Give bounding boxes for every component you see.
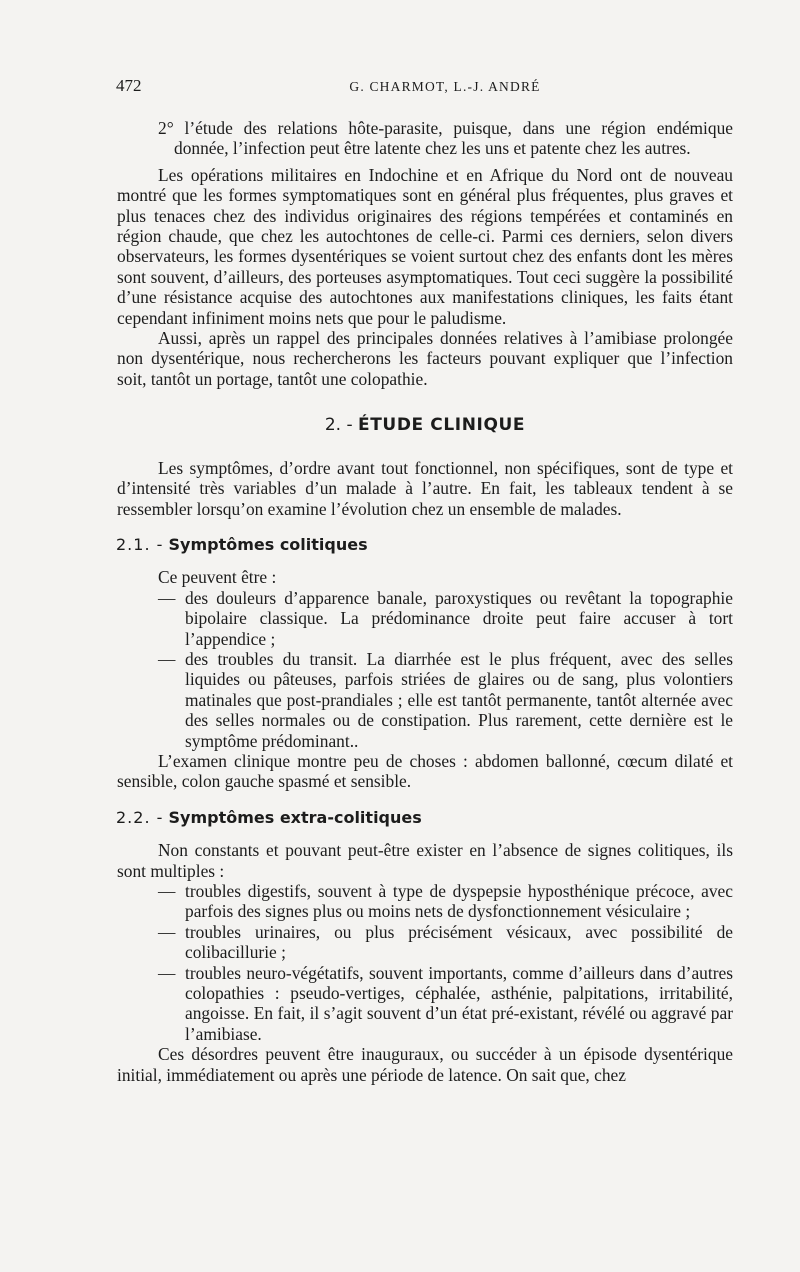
- list-item: [117, 649, 733, 751]
- list-lead: Ce peuvent être :: [158, 567, 277, 588]
- list-item: [117, 922, 733, 963]
- subsection-heading-colitiques: [116, 535, 733, 555]
- subsection-number: 2.2. -: [116, 807, 164, 827]
- list-item-text: des troubles du transit. La diarrhée est le plus fréquent, avec des selles liquides ou pâteuses, parfois striées de glaires ou de sang, plus volontiers matinales que post-prandiales ; elle est tantôt permanente, tantôt alternée avec des selles normales ou de constipation. Plus rarement, cette dernière est le symptôme prédominant..: [185, 648, 733, 751]
- dash-marker: —: [158, 962, 176, 983]
- dash-marker: —: [158, 921, 176, 942]
- list-item-text: troubles neuro-végétatifs, souvent importants, comme d’ailleurs dans d’autres colopathies : pseudo-vertiges, céphalée, asthénie, palpitations, irritabilité, angoisse. En fait, il s’agit souvent d’un état pré-existant, révélé ou aggravé par l’amibiase.: [185, 962, 733, 1044]
- subsection-heading-extra-colitiques: [116, 808, 733, 828]
- list-item: [117, 588, 733, 649]
- subsection-number: 2.1. -: [116, 534, 164, 554]
- running-head: G. CHARMOT, L.-J. ANDRÉ: [349, 79, 541, 94]
- list-item-text: des douleurs d’apparence banale, paroxystiques ou revêtant la topographie bipolaire classique. La prédominance droite peut faire accuser à tort l’appendice ;: [185, 587, 733, 649]
- paragraph-operations: Les opérations militaires en Indochine et en Afrique du Nord ont de nouveau montré que les formes symptomatiques sont en général plus fréquentes, plus graves et plus tenaces chez des individus originaires des régions tempérées et contaminés en région chaude, que chez les autochtones de celle-ci. Parmi ces derniers, selon divers observateurs, les formes dysentériques se voient surtout chez des enfants dont les mères sont souvent, d’ailleurs, des porteuses asymptomatiques. Tout ceci suggère la possibilité d’une résistance acquise des autochtones aux manifestations cliniques, les faits étant cependant infiniment moins nets que pour le paludisme.: [117, 164, 733, 328]
- dash-marker: —: [158, 587, 176, 608]
- section-heading: [117, 415, 733, 435]
- page-header: [116, 76, 734, 98]
- section-number: 2. -: [324, 415, 353, 436]
- subsection-title: Symptômes extra-colitiques: [168, 807, 422, 827]
- dash-marker: —: [158, 881, 176, 901]
- page-number: 472: [116, 76, 142, 95]
- page-body: [117, 118, 733, 1085]
- list-item-text: troubles digestifs, souvent à type de dyspepsie hyposthénique précoce, avec parfois des signes plus ou moins nets de dysfonctionnement vésiculaire ;: [185, 881, 733, 922]
- paragraph-symptomes: Les symptômes, d’ordre avant tout fonctionnel, non spécifiques, sont de type et d’intensité très variables d’un malade à l’autre. En fait, les tableaux tendent à se ressembler lorsqu’on examine l’évolution chez un ensemble de malades.: [117, 457, 733, 519]
- subsection-title: Symptômes colitiques: [168, 534, 368, 554]
- dash-marker: —: [158, 648, 176, 669]
- paragraph-aussi: Aussi, après un rappel des principales données relatives à l’amibiase prolongée non dysentérique, nous rechercherons les facteurs pouvant expliquer que l’infection soit, tantôt un portage, tantôt une colopathie.: [117, 328, 733, 389]
- intro-list-item: 2° l’étude des relations hôte-parasite, puisque, dans une région endémique donnée, l’infection peut être latente chez les uns et patente chez les autres.: [158, 118, 733, 159]
- paragraph-desordres: Ces désordres peuvent être inauguraux, ou succéder à un épisode dysentérique initial, immédiatement ou après une période de latence. On sait que, chez: [117, 1044, 733, 1085]
- paragraph-examen: L’examen clinique montre peu de choses : abdomen ballonné, cœcum dilaté et sensible, colon gauche spasmé et sensible.: [117, 750, 733, 792]
- section-title: ÉTUDE CLINIQUE: [358, 415, 526, 436]
- list-item-text: troubles urinaires, ou plus précisément vésicaux, avec possibilité de colibacillurie ;: [185, 921, 733, 963]
- list-lead: Non constants et pouvant peut-être exister en l’absence de signes colitiques, ils sont multiples :: [117, 840, 733, 881]
- list-item: [117, 881, 733, 922]
- list-item: [117, 963, 733, 1045]
